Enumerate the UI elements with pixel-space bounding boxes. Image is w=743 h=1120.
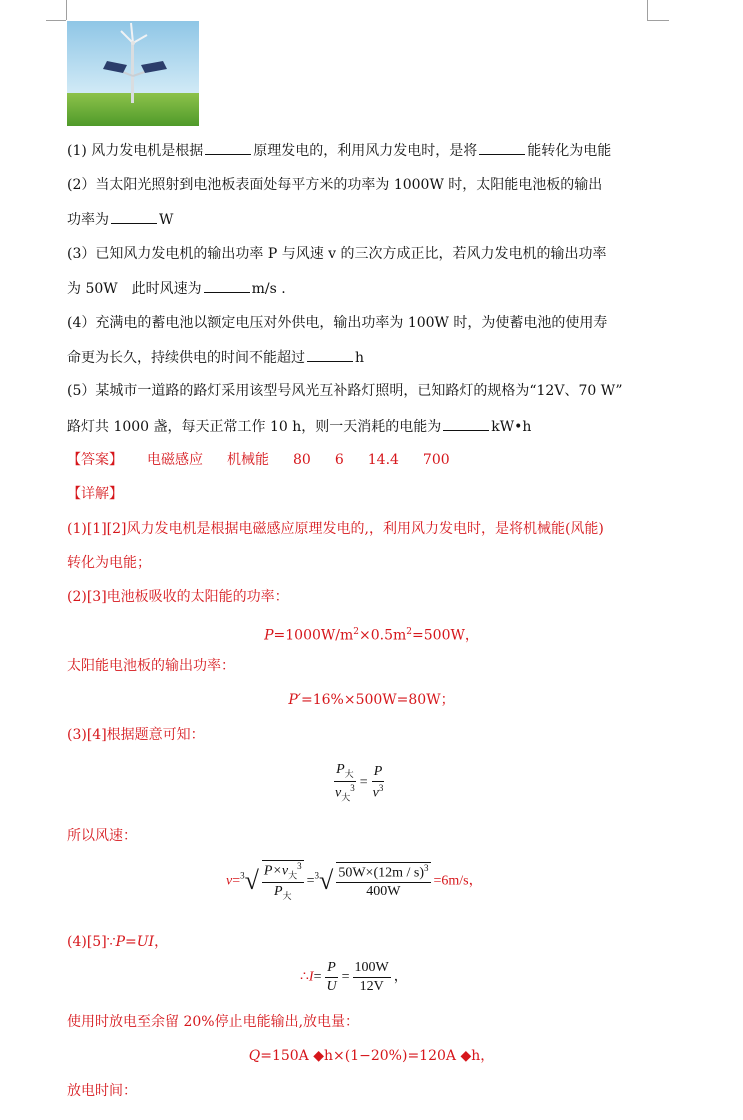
- solution-4-discharge: 使用时放电至余留 20%停止电能输出,放电量：: [67, 1014, 360, 1030]
- crop-mark: [66, 0, 67, 20]
- formula-charge: Q=150A ◆h×(1−20%)=120A ◆h，: [248, 1048, 495, 1064]
- question-4-line-1: (4）充满电的蓄电池以额定电压对外供电，输出功率为 100W 时，为使蓄电池的使用寿: [67, 315, 608, 331]
- detail-label: 【详解】: [67, 486, 123, 502]
- solution-1-line-2: 转化为电能；: [67, 555, 151, 571]
- crop-mark: [46, 20, 66, 21]
- answer-label: 【答案】: [67, 452, 123, 468]
- answer-value: 80: [293, 452, 311, 468]
- question-5-line-2: 路灯共 1000 盏，每天正常工作 10 h，则一天消耗的电能为 kW•h: [67, 416, 531, 437]
- question-5-line-1: (5）某城市一道路的路灯采用该型号风光互补路灯照明，已知路灯的规格为“12V、70 W”: [67, 383, 623, 399]
- wind-solar-streetlight-image: [67, 21, 199, 126]
- answer-line: [67, 450, 474, 470]
- formula-current: ∴I= $\frac{P}{U}$ = $\frac{100W}{12V}$ ，: [300, 960, 408, 994]
- answer-value: 电磁感应: [147, 452, 203, 468]
- answer-blank: [205, 140, 251, 155]
- answer-blank: [479, 140, 525, 155]
- question-3-line-1: (3）已知风力发电机的输出功率 P 与风速 v 的三次方成正比，若风力发电机的输出功率: [67, 246, 607, 262]
- formula-output-power: P′=16%×500W=80W；: [288, 692, 455, 708]
- formula-solar-power: $P=1000W/m^2\times 0.5m^2=500W$，: [264, 627, 479, 644]
- answer-value: 6: [334, 452, 344, 468]
- solution-2-output: 太阳能电池板的输出功率：: [67, 658, 235, 674]
- solution-1-line-1: (1)[1][2]风力发电机是根据电磁感应原理发电的,，利用风力发电时，是将机械能(风能): [67, 521, 604, 537]
- answer-blank: [204, 278, 250, 293]
- crop-mark: [647, 0, 648, 20]
- answer-value: 14.4: [367, 452, 399, 468]
- question-3-line-2: 为 50W 此时风速为 m/s .: [67, 278, 286, 299]
- crop-mark: [647, 20, 669, 21]
- solution-2-intro: (2)[3]电池板吸收的太阳能的功率：: [67, 589, 289, 605]
- solution-4-time: 放电时间：: [67, 1083, 137, 1099]
- answer-value: 机械能: [227, 452, 269, 468]
- question-2-line-2: 功率为 W: [67, 209, 173, 230]
- answer-blank: [443, 416, 489, 431]
- answer-value: 700: [422, 452, 450, 468]
- question-1: (1) 风力发电机是根据 原理发电的，利用风力发电时，是将 能转化为电能: [67, 140, 611, 161]
- solution-3-wind: 所以风速：: [67, 828, 137, 844]
- solution-4-intro: (4)[5]∵P=UI，: [67, 934, 169, 950]
- formula-ratio: $\frac{P_大}{v_大^3}$ = $\frac{P}{v^3}$: [335, 762, 384, 803]
- question-4-line-2: 命更为长久，持续供电的时间不能超过 h: [67, 347, 364, 368]
- answer-blank: [111, 209, 157, 224]
- answer-blank: [307, 347, 353, 362]
- solution-3-intro: (3)[4]根据题意可知：: [67, 727, 205, 743]
- question-2-line-1: (2）当太阳光照射到电池板表面处每平方米的功率为 1000W 时，太阳能电池板的输出: [67, 177, 603, 193]
- formula-wind-speed: v=$^3$√ $\frac{P\times v_大^3}{P_大}$ =$^3$√ $\frac{50W\times(12m / s)^3}{400W}$ =6m/s，: [226, 861, 483, 902]
